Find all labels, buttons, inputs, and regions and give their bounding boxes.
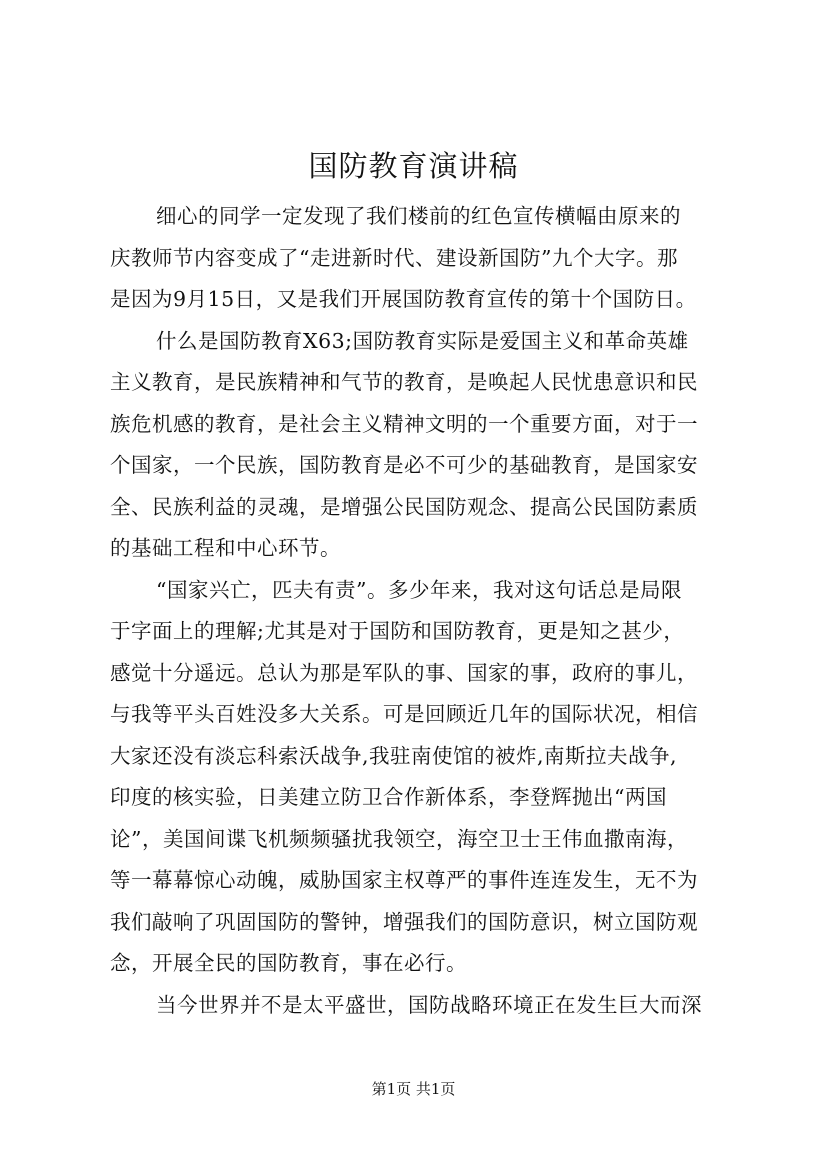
paragraph-line: 我们敲响了巩固国防的警钟，增强我们的国防意识，树立国防观 (110, 909, 698, 934)
paragraph-line: 当今世界并不是太平盛世，国防战略环境正在发生巨大而深 (156, 992, 702, 1017)
paragraph-line: 等一幕幕惊心动魄，威胁国家主权尊严的事件连连发生，无不为 (110, 868, 698, 892)
paragraph-line: 论”，美国间谍飞机频频骚扰我领空，海空卫士王伟血撒南海， (110, 826, 688, 851)
paragraph-line: 是因为9月15日，又是我们开展国防教育宣传的第十个国防日。 (110, 287, 697, 311)
paragraph-line: 感觉十分遥远。总认为那是军队的事、国家的事，政府的事儿， (110, 660, 698, 685)
paragraph-line: “国家兴亡，匹夫有责”。多少年来，我对这句话总是局限 (156, 577, 682, 602)
paragraph-line: 主义教育，是民族精神和气节的教育，是唤起人民忧患意识和民 (110, 370, 698, 394)
paragraph-line: 什么是国防教育X63;国防教育实际是爱国主义和革命英雄 (156, 328, 689, 353)
paragraph-line: 与我等平头百姓没多大关系。可是回顾近几年的国际状况，相信 (110, 702, 698, 726)
paragraph-line: 全、民族利益的灵魂，是增强公民国防观念、提高公民国防素质 (110, 494, 698, 519)
paragraph-line: 个国家，一个民族，国防教育是必不可少的基础教育，是国家安 (110, 453, 698, 477)
paragraph-line: 族危机感的教育，是社会主义精神文明的一个重要方面，对于一 (110, 411, 698, 436)
paragraph-line: 大家还没有淡忘科索沃战争,我驻南使馆的被炸,南斯拉夫战争, (110, 743, 678, 768)
paragraph-line: 的基础工程和中心环节。 (110, 536, 341, 560)
paragraph-line: 庆教师节内容变成了“走进新时代、建设新国防”九个大字。那 (110, 245, 678, 270)
paragraph-line: 念，开展全民的国防教育，事在必行。 (110, 951, 467, 975)
document-title: 国防教育演讲稿 (308, 149, 519, 183)
document-body (110, 196, 720, 1026)
paragraph-line: 于字面上的理解;尤其是对于国防和国防教育，更是知之甚少， (110, 619, 685, 643)
paragraph-line: 细心的同学一定发现了我们楼前的红色宣传横幅由原来的 (156, 204, 681, 228)
page-footer: 第1页 共1页 (371, 1080, 456, 1098)
paragraph-line: 印度的核实验，日美建立防卫合作新体系，李登辉抛出“两国 (110, 785, 667, 809)
